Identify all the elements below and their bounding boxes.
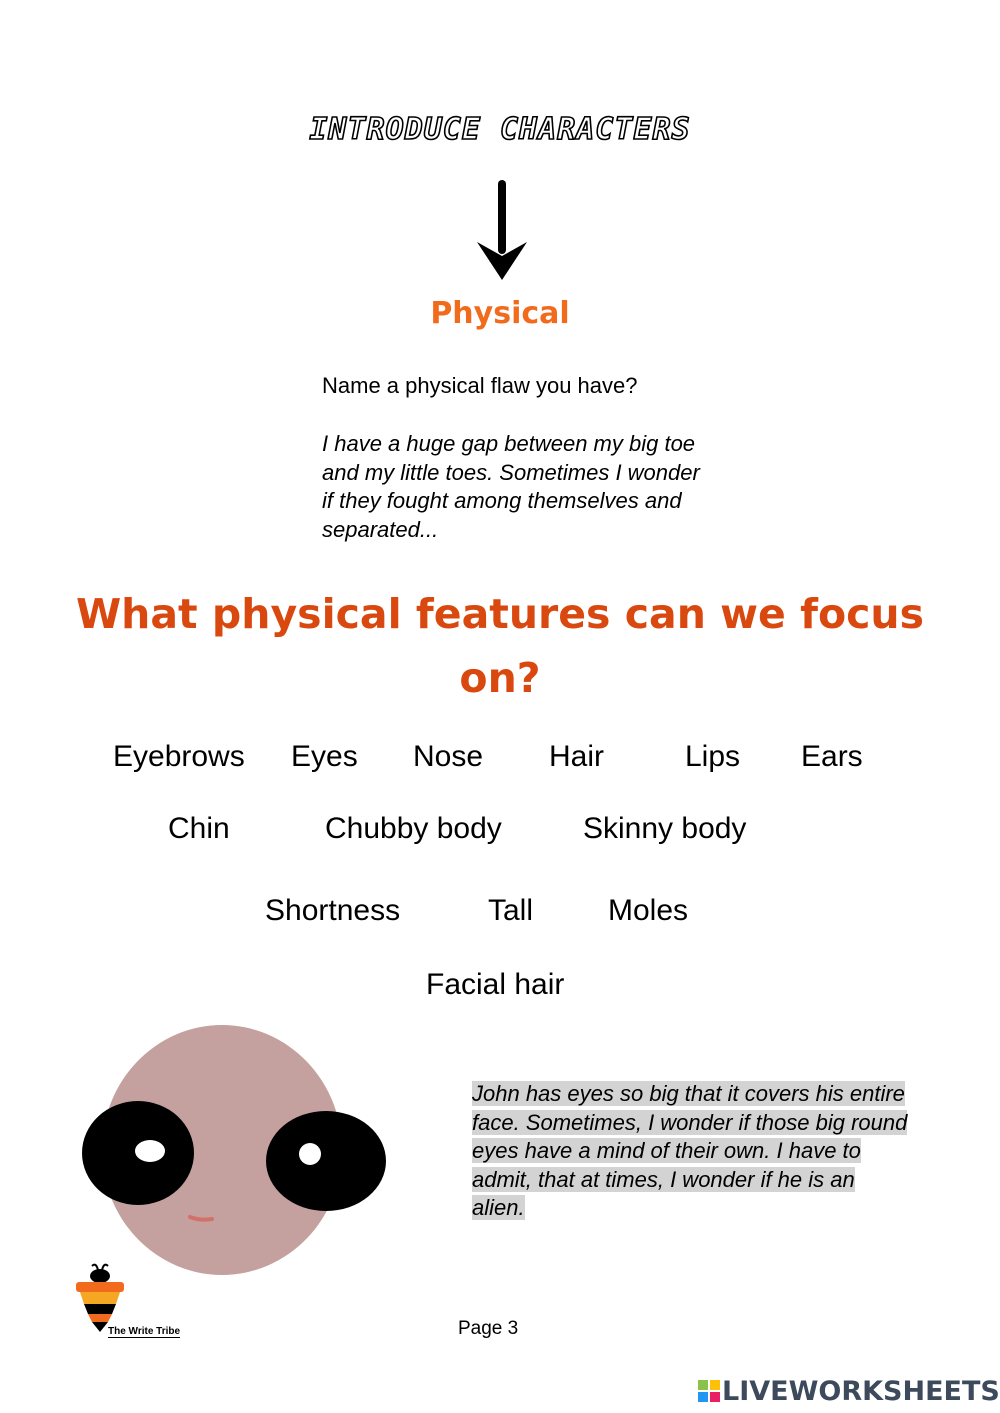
watermark xyxy=(698,1376,1000,1407)
description-text: John has eyes so big that it covers his entire face. Sometimes, I wonder if those big round eyes have a mind of their own. I have to admit, that at times, I wonder if he is an alien. xyxy=(472,1081,908,1221)
features-question: What physical features can we focus on? xyxy=(75,590,925,702)
feature-word: Facial hair xyxy=(426,968,565,1001)
feature-word: Lips xyxy=(685,740,741,773)
answer-text: I have a huge gap between my big toe and my little toes. Sometimes I wonder if they fought among themselves and separated... xyxy=(322,431,700,542)
down-arrow-icon xyxy=(474,180,530,286)
feature-word: Chin xyxy=(168,812,230,845)
section-title: Physical xyxy=(430,296,570,331)
liveworksheets-badge-icon xyxy=(698,1380,720,1402)
feature-word: Hair xyxy=(549,740,605,773)
feature-word: Moles xyxy=(608,894,689,927)
character-description xyxy=(472,1080,912,1223)
watermark-text: LIVEWORKSHEETS xyxy=(722,1376,1000,1407)
feature-word: Chubby body xyxy=(325,812,502,845)
question-text: Name a physical flaw you have? xyxy=(322,373,638,398)
feature-word: Tall xyxy=(488,894,534,927)
page-number: Page 3 xyxy=(458,1318,519,1339)
page-heading: INTRODUCE CHARACTERS xyxy=(309,112,691,147)
logo-text: The Write Tribe xyxy=(108,1326,181,1337)
feature-word: Eyebrows xyxy=(113,740,245,773)
logo xyxy=(72,1262,192,1347)
feature-word: Nose xyxy=(413,740,484,773)
feature-word: Skinny body xyxy=(583,812,747,845)
feature-word: Shortness xyxy=(265,894,401,927)
feature-word: Ears xyxy=(801,740,863,773)
feature-word: Eyes xyxy=(291,740,358,773)
cartoon-face-icon xyxy=(80,1025,390,1280)
